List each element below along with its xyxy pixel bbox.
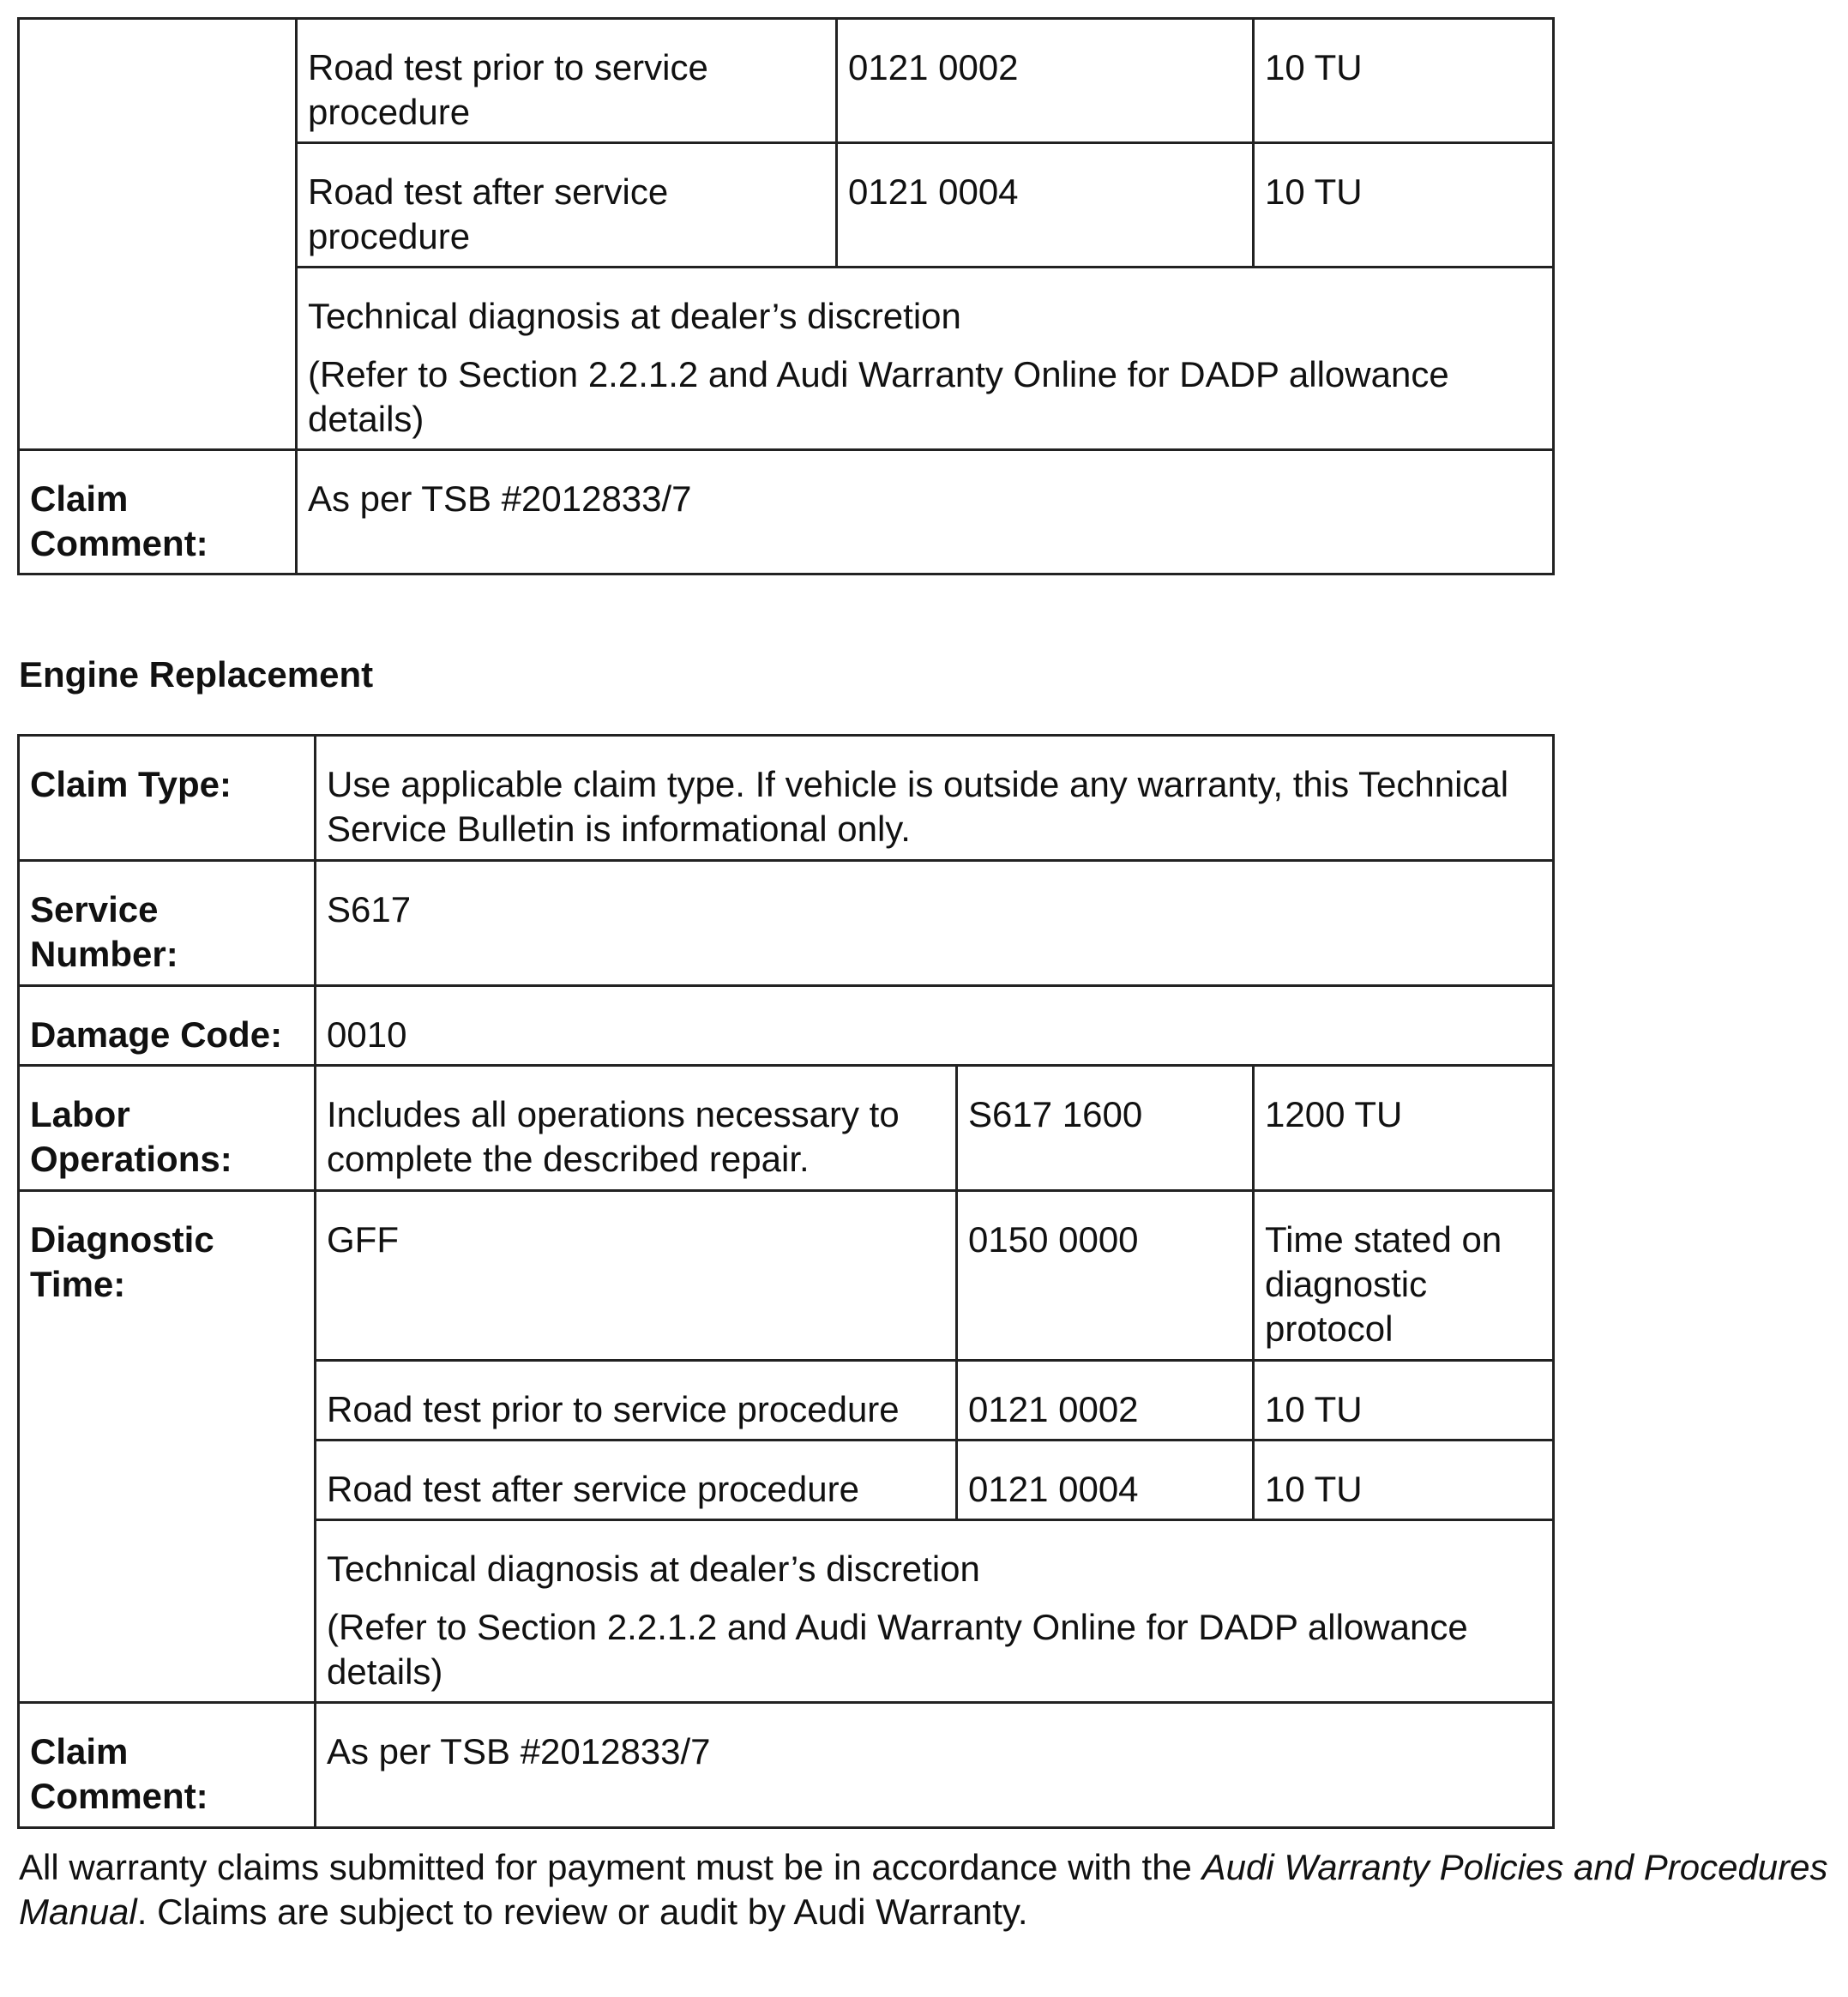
row-description: Road test after service procedure bbox=[297, 143, 837, 268]
labor-operations-label: Labor Operations: bbox=[19, 1066, 316, 1191]
claim-type-value: Use applicable claim type. If vehicle is outside any warranty, this Technical Service Bulletin is informational only. bbox=[316, 736, 1554, 861]
diagnosis-note-line2: (Refer to Section 2.2.1.2 and Audi Warranty Online for DADP allowance details) bbox=[308, 354, 1449, 439]
labor-operations-code: S617 1600 bbox=[957, 1066, 1254, 1191]
claim-comment-value: As per TSB #2012833/7 bbox=[297, 450, 1554, 574]
row-code: 0150 0000 bbox=[957, 1191, 1254, 1361]
claim-type-label: Claim Type: bbox=[19, 736, 316, 861]
row-description: Road test after service procedure bbox=[316, 1441, 957, 1520]
row-time: 10 TU bbox=[1254, 19, 1554, 143]
claim-comment-label: Claim Comment: bbox=[19, 1703, 316, 1828]
diagnosis-note-line2: (Refer to Section 2.2.1.2 and Audi Warranty Online for DADP allowance details) bbox=[327, 1607, 1468, 1692]
row-description: Road test prior to service procedure bbox=[297, 19, 837, 143]
table-row bbox=[19, 1066, 1554, 1191]
table-row bbox=[19, 1191, 1554, 1361]
row-time: 10 TU bbox=[1254, 1361, 1554, 1441]
diagnosis-note-cell bbox=[297, 268, 1554, 450]
diagnostic-time-label: Diagnostic Time: bbox=[19, 1191, 316, 1703]
footer-text-after: . Claims are subject to review or audit by Audi Warranty. bbox=[136, 1892, 1028, 1932]
row-description: Road test prior to service procedure bbox=[316, 1361, 957, 1441]
row-code: 0121 0004 bbox=[957, 1441, 1254, 1520]
diagnosis-note-line1: Technical diagnosis at dealer’s discretion bbox=[327, 1549, 980, 1589]
manual-title: Audi Warranty Policies and Procedures Manual bbox=[19, 1847, 1828, 1932]
row-code: 0121 0004 bbox=[837, 143, 1254, 268]
table-row bbox=[19, 736, 1554, 861]
diagnosis-note-cell bbox=[316, 1520, 1554, 1703]
row-description: GFF bbox=[316, 1191, 957, 1361]
damage-code-label: Damage Code: bbox=[19, 986, 316, 1066]
diagnostic-time-table-continued bbox=[17, 17, 1555, 575]
service-number-label: Service Number: bbox=[19, 861, 316, 986]
claim-comment-label: Claim Comment: bbox=[19, 450, 297, 574]
table-row bbox=[19, 1703, 1554, 1828]
claim-comment-value: As per TSB #2012833/7 bbox=[316, 1703, 1554, 1828]
row-code: 0121 0002 bbox=[837, 19, 1254, 143]
table-row bbox=[19, 986, 1554, 1066]
damage-code-value: 0010 bbox=[316, 986, 1554, 1066]
table-row bbox=[19, 19, 1554, 143]
row-time: 10 TU bbox=[1254, 1441, 1554, 1520]
labor-operations-description: Includes all operations necessary to complete the described repair. bbox=[316, 1066, 957, 1191]
footer-note bbox=[19, 1845, 1841, 1934]
row-time: 10 TU bbox=[1254, 143, 1554, 268]
labor-operations-time: 1200 TU bbox=[1254, 1066, 1554, 1191]
diagnosis-note-line1: Technical diagnosis at dealer’s discretion bbox=[308, 296, 961, 336]
footer-text-before: All warranty claims submitted for payment must be in accordance with the bbox=[19, 1847, 1202, 1887]
row-time: Time stated on diagnostic protocol bbox=[1254, 1191, 1554, 1361]
engine-replacement-table bbox=[17, 734, 1555, 1829]
empty-label-cell bbox=[19, 19, 297, 450]
table-row bbox=[19, 861, 1554, 986]
section-heading: Engine Replacement bbox=[19, 654, 374, 695]
service-number-value: S617 bbox=[316, 861, 1554, 986]
table-row bbox=[19, 450, 1554, 574]
row-code: 0121 0002 bbox=[957, 1361, 1254, 1441]
